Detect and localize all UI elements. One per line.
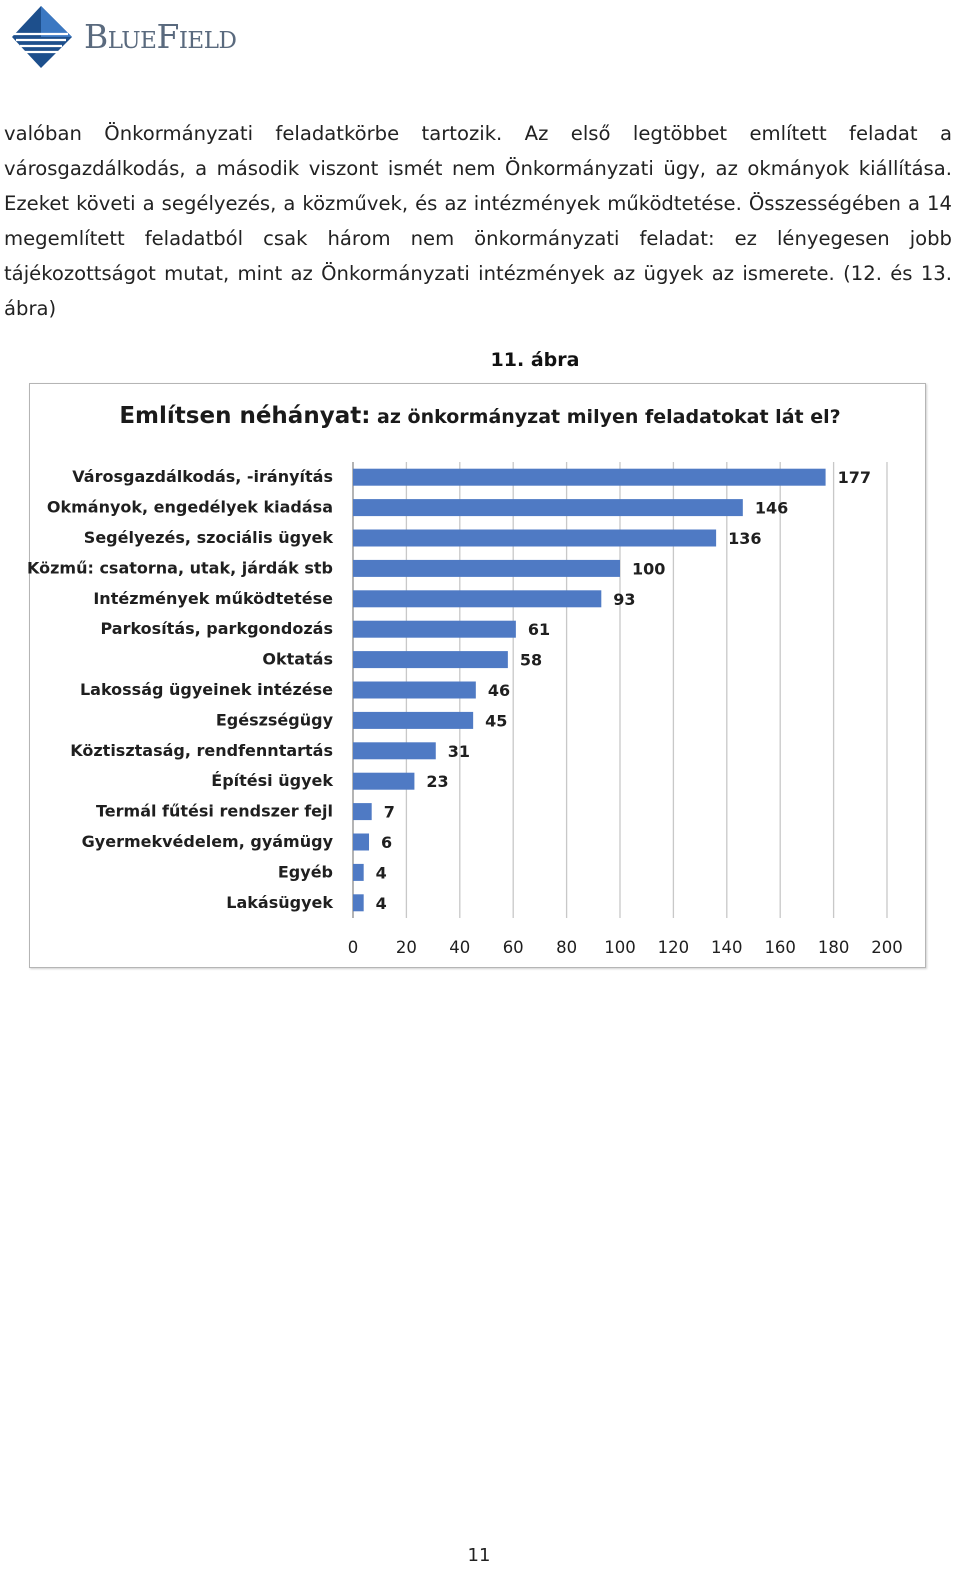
category-label: Városgazdálkodás, -irányítás [72,467,333,487]
bar [353,560,620,577]
x-tick-label: 40 [449,938,471,957]
x-tick-label: 60 [502,938,524,957]
bar [353,651,508,668]
category-label: Egészségügy [215,710,333,730]
x-tick-label: 20 [395,938,417,957]
bar [353,894,364,911]
body-paragraph: valóban Önkormányzati feladatkörbe tartozik. Az első legtöbbet említett feladat a városgazdálkodás, a második viszont ismét nem Önkormányzati ügy, az okmányok kiállítása. Ezeket követi a segélyezés, a közművek, és az intézmények működtetése. Összességében a 14 megemlített feladatból csak három nem önkormányzati feladat: ez lényegesen jobb tájékozottságot mutat, mint az Önkormányzati intézmények az ügyek az ismerete. (12. és 13. ábra) [4,122,952,320]
category-label: Köztisztaság, rendfenntartás [70,740,333,760]
data-label: 7 [383,802,395,822]
x-tick-label: 200 [871,938,903,957]
bar [353,621,516,638]
bar [353,530,716,547]
data-label: 31 [447,741,471,761]
x-tick-label: 80 [556,938,578,957]
x-tick-label: 160 [764,938,796,957]
category-label: Egyéb [277,862,333,882]
data-label: 146 [754,498,789,518]
category-label: Parkosítás, parkgondozás [100,619,333,639]
figure-number: 11. ábra [490,349,580,371]
category-label: Okmányok, engedélyek kiadása [46,497,333,517]
bar [353,834,369,851]
category-label: Termál fűtési rendszer fejl [96,801,333,821]
bar [353,803,372,820]
category-label: Gyermekvédelem, gyámügy [81,832,333,851]
data-label: 6 [381,833,393,852]
data-label: 100 [632,559,666,579]
bar [353,864,364,881]
x-tick-label: 120 [657,938,690,957]
bar [353,590,601,607]
data-label: 23 [426,772,449,792]
page-number: 11 [467,1545,491,1566]
bar [353,712,473,729]
data-label: 46 [487,681,511,700]
chart-title-rest: az önkormányzat milyen feladatokat lát el? [370,406,841,428]
bar [353,682,476,699]
bar [353,773,414,790]
data-label: 58 [519,650,543,670]
data-label: 93 [613,589,636,609]
chart-title-bold: Említsen néhányat: [119,403,371,429]
bar [353,499,743,516]
data-label: 136 [728,529,762,548]
data-label: 177 [837,468,871,488]
x-tick-label: 180 [817,938,850,957]
x-tick-label: 140 [711,938,743,957]
data-label: 4 [375,863,387,883]
category-label: Segélyezés, szociális ügyek [83,528,333,547]
category-label: Lakosság ügyeinek intézése [79,680,333,699]
category-label: Lakásügyek [226,892,333,912]
x-tick-label: 100 [604,938,636,957]
category-label: Közmű: csatorna, utak, járdák stb [26,558,333,578]
data-label: 45 [485,711,508,731]
x-tick-label: 0 [347,938,359,957]
category-label: Oktatás [262,649,333,669]
logo-wordmark: BlueField [84,17,237,56]
bar [353,469,826,486]
category-label: Intézmények működtetése [93,588,333,608]
category-label: Építési ügyek [211,771,333,791]
data-label: 4 [375,893,387,913]
data-label: 61 [527,620,551,640]
bar [353,742,436,759]
